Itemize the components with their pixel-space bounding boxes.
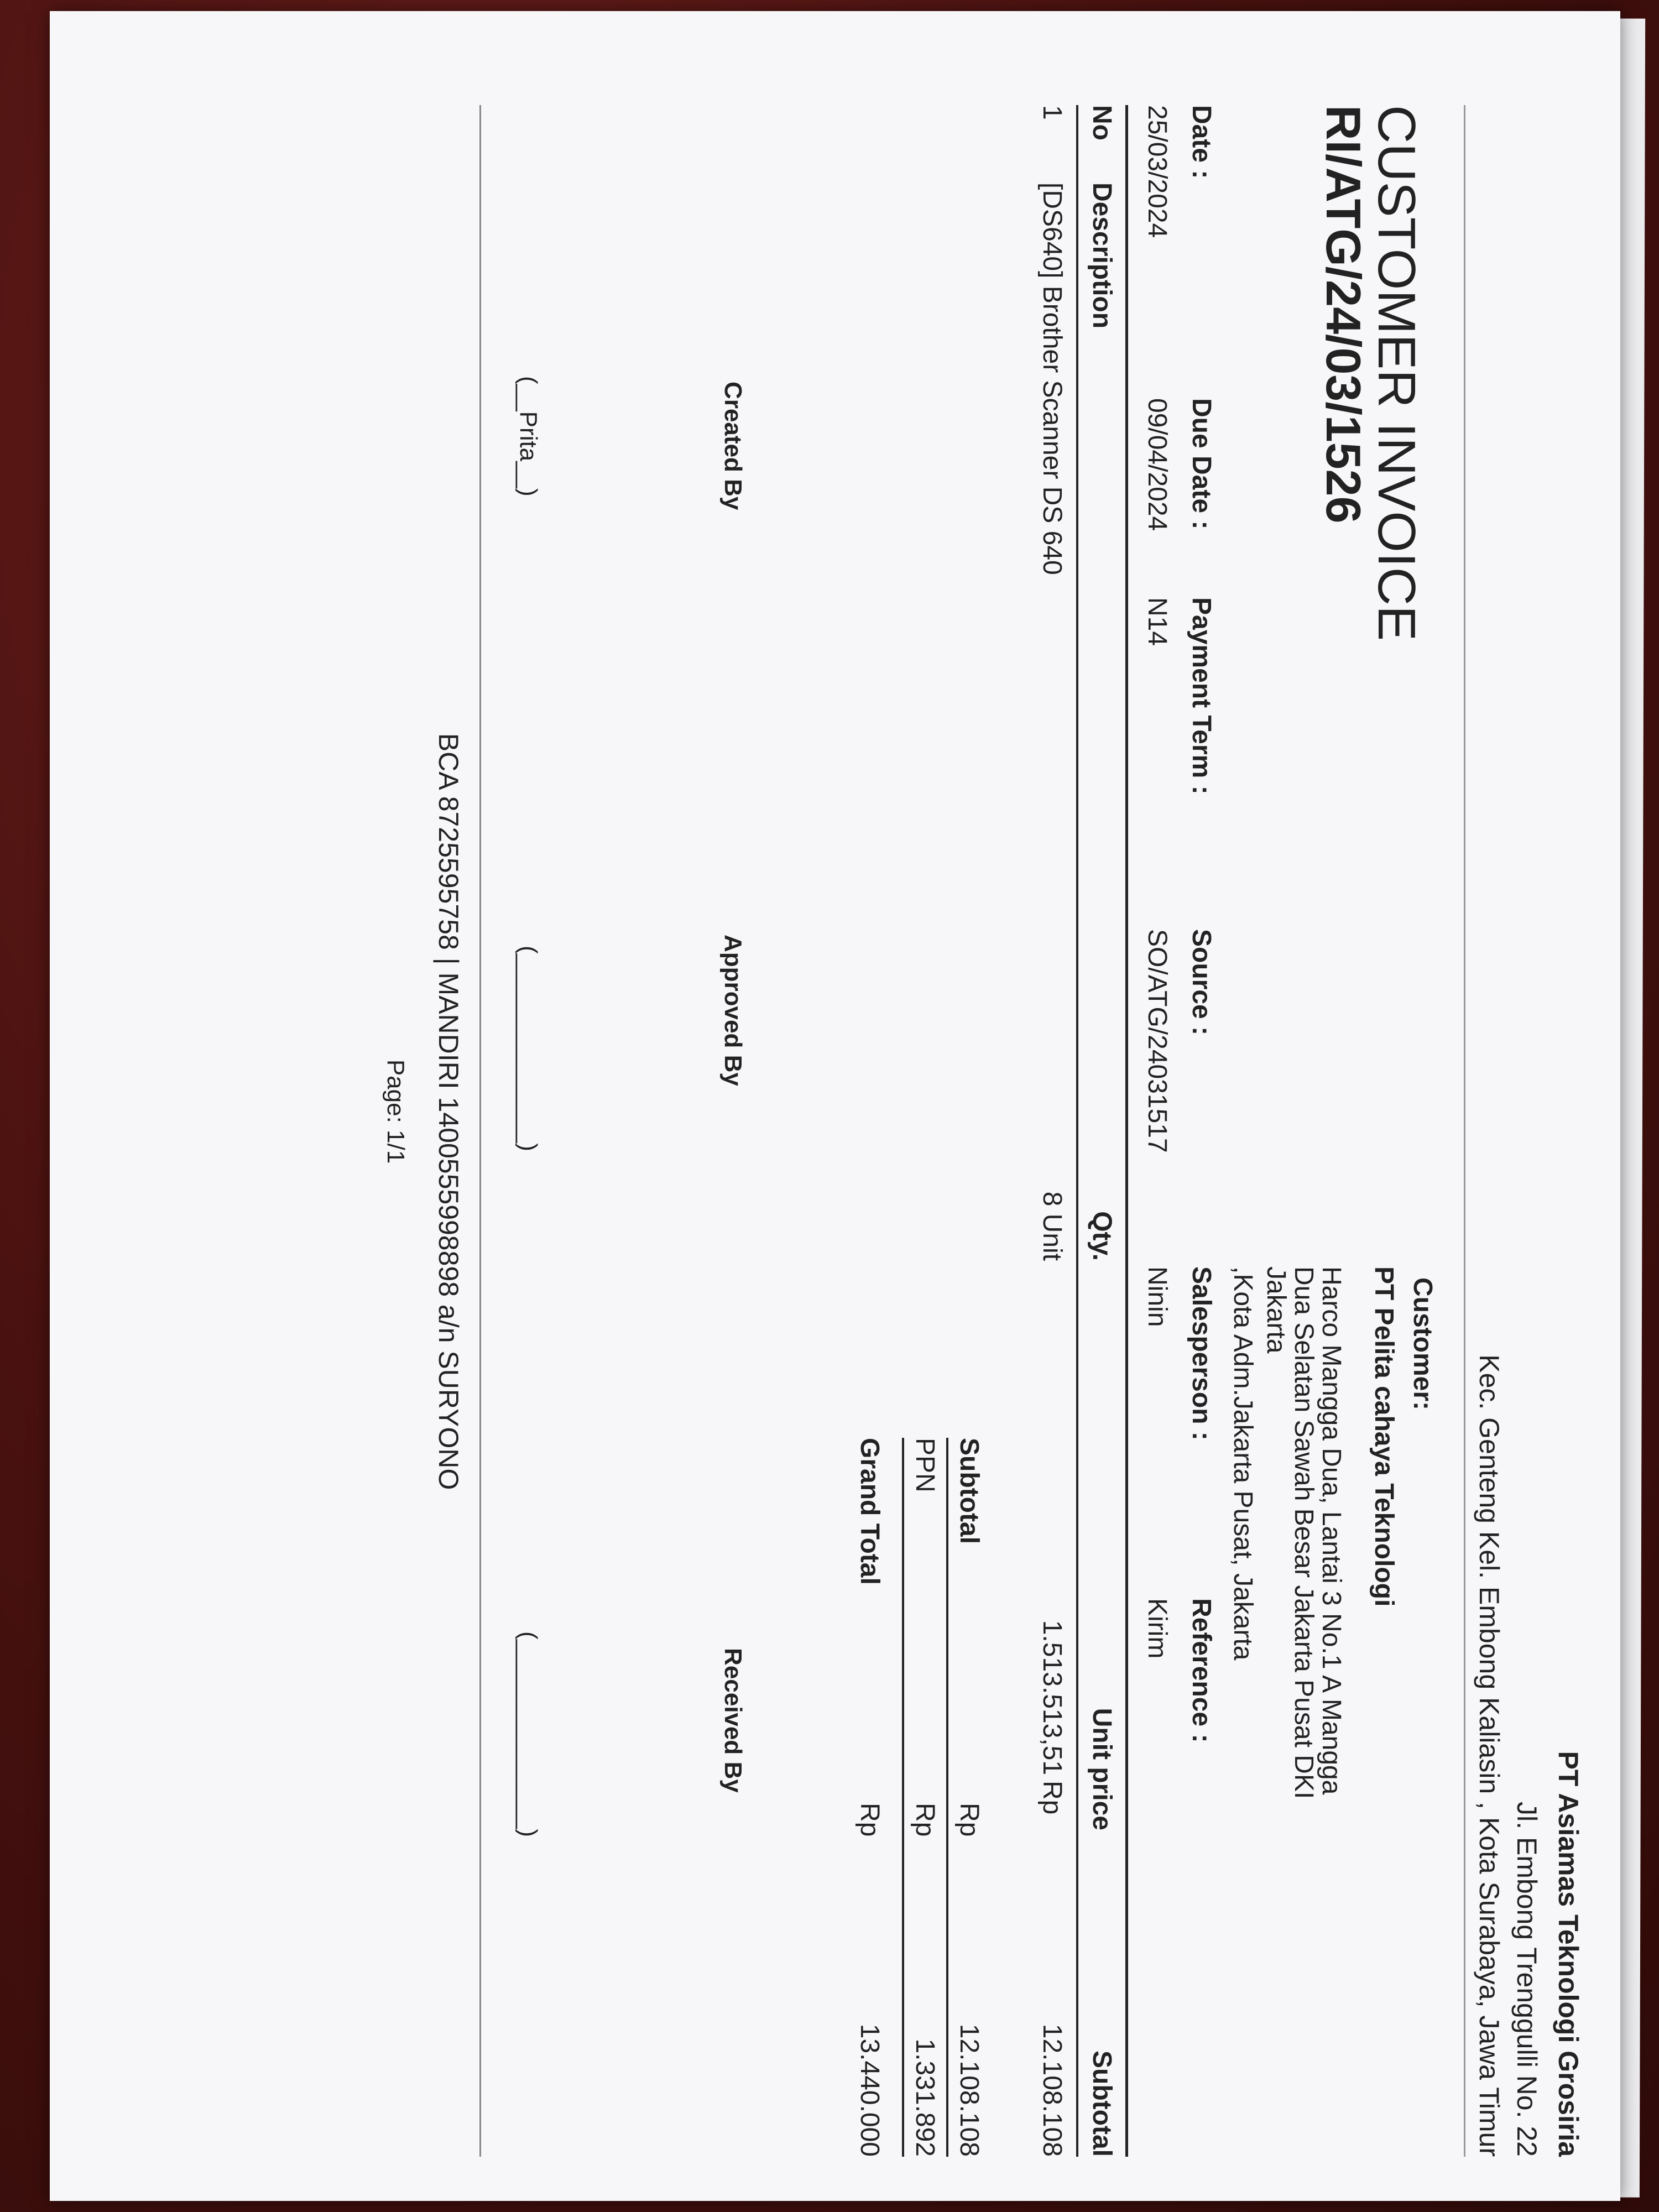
created-by-label: Created By — [719, 382, 747, 510]
reference-label: Reference : — [1187, 1598, 1216, 1743]
col-header-no: No — [1087, 105, 1117, 140]
customer-name: PT Pelita cahaya Teknologi — [1369, 1266, 1399, 1607]
reference-value: Kirim — [1142, 1598, 1172, 1659]
subtotal-rule — [946, 1438, 948, 2157]
header-divider — [1464, 105, 1465, 2157]
company-address-line2: Kec. Genteng Kel. Embong Kaliasin , Kota Surabaya, Jawa Timur — [1474, 1354, 1505, 2157]
grand-total-label: Grand Total — [855, 1438, 884, 1585]
invoice-number: RI/ATG/24/03/1526 — [1316, 105, 1371, 524]
subtotal-currency: Rp — [954, 1803, 984, 1837]
ppn-rule — [902, 1438, 904, 2157]
row-no: 1 — [1037, 105, 1067, 120]
col-header-qty: Qty. — [1087, 1211, 1117, 1261]
subtotal-label: Subtotal — [954, 1438, 984, 1544]
row-description: [DS640] Brother Scanner DS 640 — [1037, 182, 1067, 575]
payment-term-label: Payment Term : — [1187, 597, 1216, 795]
row-subtotal: 12.108.108 — [1037, 2023, 1067, 2157]
subtotal-value: 12.108.108 — [954, 2023, 984, 2157]
col-header-unit-price: Unit price — [1087, 1708, 1117, 1830]
payment-term-value: N14 — [1142, 597, 1172, 646]
approved-by-name: (______________) — [515, 946, 542, 1151]
bank-info: BCA 8725595758 | MANDIRI 1400555998898 a/n SURYONO — [433, 733, 464, 1490]
grand-total-value: 13.440.000 — [855, 2023, 884, 2157]
footer-divider — [479, 105, 481, 2157]
row-currency: Rp — [1037, 1781, 1067, 1815]
due-date-value: 09/04/2024 — [1142, 398, 1172, 531]
salesperson-label: Salesperson : — [1187, 1266, 1216, 1441]
row-unit-price: 1.513.513,51 — [1037, 1620, 1067, 1775]
page-number: Page: 1/1 — [382, 1059, 409, 1164]
invoice-title: CUSTOMER INVOICE — [1367, 105, 1426, 641]
salesperson-value: Ninin — [1142, 1266, 1172, 1327]
source-value: SO/ATG/24031517 — [1142, 929, 1172, 1153]
approved-by-label: Approved By — [719, 935, 747, 1086]
col-header-description: Description — [1087, 182, 1117, 329]
source-label: Source : — [1187, 929, 1216, 1036]
company-address-line1: Jl. Embong Trenggulli No. 22 — [1511, 1801, 1542, 2157]
ppn-label: PPN — [910, 1438, 940, 1493]
customer-address-line: ,Kota Adm.Jakarta Pusat, Jakarta — [1228, 1266, 1258, 1661]
created-by-name: (__Prita__) — [515, 376, 542, 497]
table-top-rule — [1125, 105, 1128, 2157]
grand-total-currency: Rp — [855, 1803, 884, 1837]
customer-address-line: Dua Selatan Sawah Besar Jakarta Pusat DKI — [1289, 1266, 1318, 1799]
ppn-currency: Rp — [910, 1803, 940, 1837]
col-header-subtotal: Subtotal — [1087, 2051, 1117, 2157]
received-by-label: Received By — [719, 1648, 747, 1793]
ppn-value: 1.331.892 — [910, 2038, 940, 2157]
customer-address-line: Jakarta — [1261, 1266, 1291, 1354]
date-label: Date : — [1187, 105, 1216, 179]
date-value: 25/03/2024 — [1142, 105, 1172, 238]
table-header-rule — [1076, 105, 1078, 2157]
received-by-name: (______________) — [515, 1631, 542, 1837]
due-date-label: Due Date : — [1187, 398, 1216, 530]
company-name: PT Asiamas Teknologi Grosiria — [1553, 1751, 1584, 2157]
invoice-paper — [50, 11, 1620, 2201]
invoice-page — [72, 33, 1598, 2190]
customer-address-line: Harco Mangga Dua, Lantai 3 No.1 A Mangga — [1317, 1266, 1346, 1795]
row-qty: 8 Unit — [1037, 1191, 1067, 1261]
customer-label: Customer: — [1408, 1277, 1437, 1411]
